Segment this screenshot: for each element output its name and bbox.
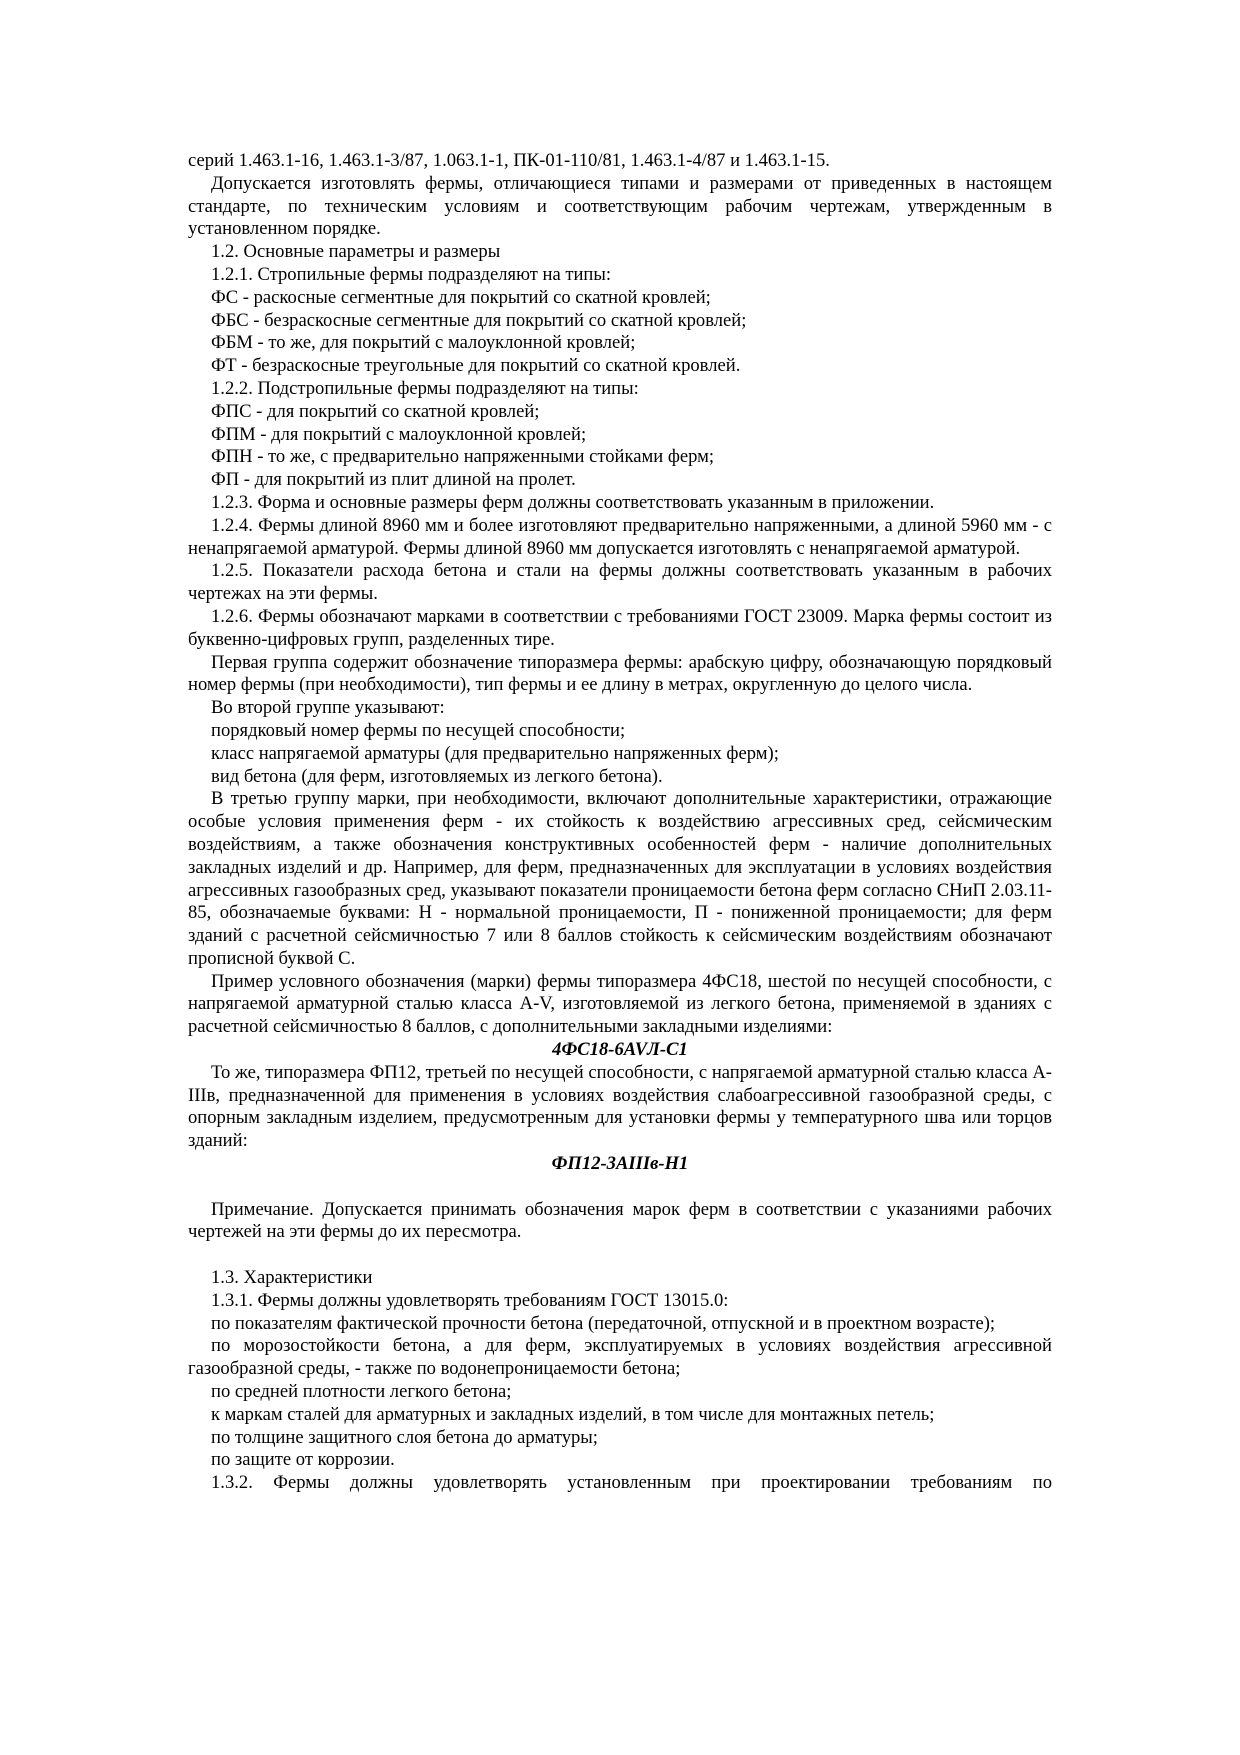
paragraph: 1.3.2. Фермы должны удовлетворять установленным при проектировании требованиям по xyxy=(211,1472,1052,1494)
blank-line xyxy=(188,1244,1052,1267)
document-page xyxy=(188,150,1052,1495)
paragraph: 1.2. Основные параметры и размеры xyxy=(211,241,501,263)
paragraph: к маркам сталей для арматурных и закладных изделий, в том числе для монтажных петель; xyxy=(211,1403,935,1425)
paragraph: по толщине защитного слоя бетона до арматуры; xyxy=(211,1426,598,1448)
paragraph: ФПН - то же, с предварительно напряженными стойками ферм; xyxy=(211,446,715,468)
paragraph: вид бетона (для ферм, изготовляемых из легкого бетона). xyxy=(211,765,663,787)
paragraph: Первая группа содержит обозначение типоразмера фермы: арабскую цифру, обозначающую порядковый номер фермы (при необходимости), тип фермы и ее длину в метрах, округленную до целого числа. xyxy=(188,651,1052,696)
paragraph: В третью группу марки, при необходимости, включают дополнительные характеристики, отражающие особые условия применения ферм - их стойкость к воздействию агрессивных сред, сейсмическим воздействиям, а также обозначения конструктивных особенностей ферм - наличие дополнительных закладных изделий и др. Например, для ферм, предназначенных для эксплуатации в условиях воздействия агрессивных газообразных сред, указывают показатели проницаемости бетона ферм согласно СНиП 2.03.11-85, обозначаемые буквами: Н - нормальной проницаемости, П - пониженной проницаемости; для ферм зданий с расчетной сейсмичностью 7 или 8 баллов стойкость к сейсмическим воздействиям обозначают прописной буквой С. xyxy=(188,788,1052,969)
paragraph: по морозостойкости бетона, а для ферм, эксплуатируемых в условиях воздействия агрессивной газообразной среды, - также по водонепроницаемости бетона; xyxy=(188,1335,1052,1380)
paragraph: 1.2.6. Фермы обозначают марками в соответствии с требованиями ГОСТ 23009. Марка фермы состоит из буквенно-цифровых групп, разделенных тире. xyxy=(188,605,1052,650)
paragraph: порядковый номер фермы по несущей способности; xyxy=(211,719,626,741)
blank-line xyxy=(188,1176,1052,1199)
paragraph: 1.2.4. Фермы длиной 8960 мм и более изготовляют предварительно напряженными, а длиной 5960 мм - с ненапрягаемой арматурой. Фермы длиной 8960 мм допускается изготовлять с ненапрягаемой арматурой. xyxy=(188,514,1052,559)
paragraph: ФТ - безраскосные треугольные для покрытий со скатной кровлей. xyxy=(211,355,741,377)
paragraph: Примечание. Допускается принимать обозначения марок ферм в соответствии с указаниями рабочих чертежей на эти фермы до их пересмотра. xyxy=(188,1198,1052,1243)
paragraph: 1.2.1. Стропильные фермы подразделяют на типы: xyxy=(211,263,612,285)
paragraph: 1.2.5. Показатели расхода бетона и стали на фермы должны соответствовать указанным в рабочих чертежах на эти фермы. xyxy=(188,560,1052,605)
paragraph: 1.3. Характеристики xyxy=(211,1267,373,1289)
paragraph: класс напрягаемой арматуры (для предварительно напряженных ферм); xyxy=(211,742,779,764)
paragraph: серий 1.463.1-16, 1.463.1-3/87, 1.063.1-1, ПК-01-110/81, 1.463.1-4/87 и 1.463.1-15. xyxy=(188,150,830,171)
paragraph: по показателям фактической прочности бетона (передаточной, отпускной и в проектном возрасте); xyxy=(211,1312,996,1334)
paragraph: Во второй группе указывают: xyxy=(211,697,445,719)
paragraph: ФПС - для покрытий со скатной кровлей; xyxy=(211,400,540,422)
paragraph: ФБС - безраскосные сегментные для покрытий со скатной кровлей; xyxy=(211,309,747,331)
paragraph: по защите от коррозии. xyxy=(211,1449,395,1471)
paragraph: 1.3.1. Фермы должны удовлетворять требованиям ГОСТ 13015.0: xyxy=(211,1289,729,1311)
paragraph: То же, типоразмера ФП12, третьей по несущей способности, с напрягаемой арматурной сталью класса А-IIIв, предназначенной для применения в условиях воздействия слабоагрессивной газообразной среды, с опорным закладным изделием, предусмотренным для установки фермы у температурного шва или торцов зданий: xyxy=(188,1061,1052,1152)
paragraph: ФПМ - для покрытий с малоуклонной кровлей; xyxy=(211,423,587,445)
paragraph: 1.2.2. Подстропильные фермы подразделяют на типы: xyxy=(211,377,639,399)
designation-example: ФП12-3АIIIв-Н1 xyxy=(551,1153,689,1175)
paragraph: Допускается изготовлять фермы, отличающиеся типами и размерами от приведенных в настоящем стандарте, по техническим условиям и соответствующим рабочим чертежам, утвержденным в установленном порядке. xyxy=(188,172,1052,240)
paragraph: ФС - раскосные сегментные для покрытий со скатной кровлей; xyxy=(211,286,711,308)
paragraph: ФП - для покрытий из плит длиной на пролет. xyxy=(211,469,576,491)
paragraph: 1.2.3. Форма и основные размеры ферм должны соответствовать указанным в приложении. xyxy=(211,491,935,513)
paragraph: по средней плотности легкого бетона; xyxy=(211,1381,512,1403)
paragraph: Пример условного обозначения (марки) фермы типоразмера 4ФС18, шестой по несущей способности, с напрягаемой арматурной сталью класса A-V, изготовляемой из легкого бетона, применяемой в зданиях с расчетной сейсмичностью 8 баллов, с дополнительными закладными изделиями: xyxy=(188,970,1052,1038)
designation-example: 4ФС18-6AVЛ-С1 xyxy=(552,1039,688,1061)
paragraph: ФБМ - то же, для покрытий с малоуклонной кровлей; xyxy=(211,332,636,354)
